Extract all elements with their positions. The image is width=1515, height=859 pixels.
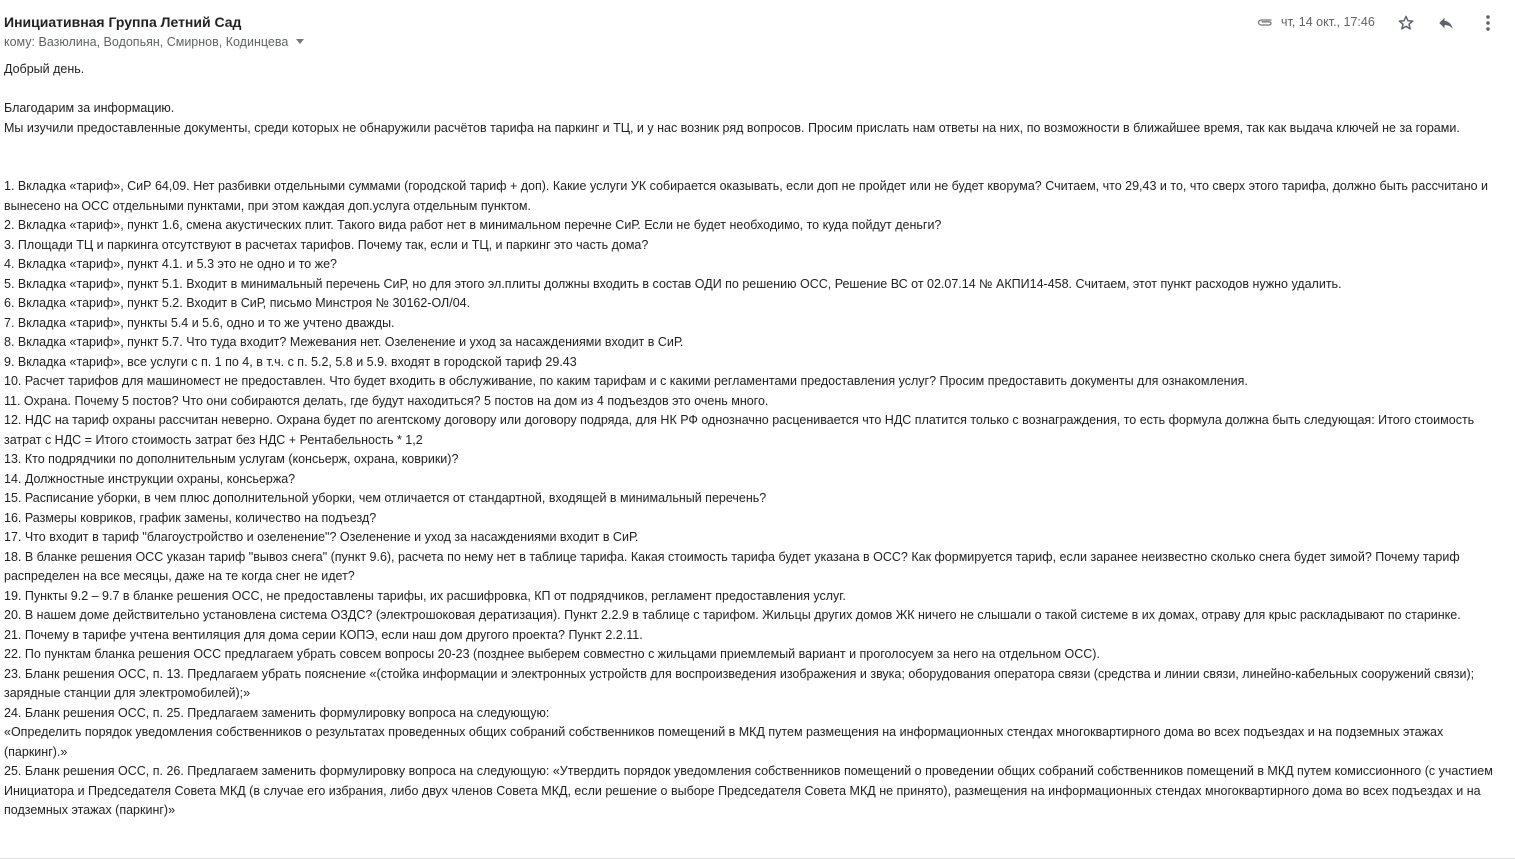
recipients-line[interactable] bbox=[4, 33, 304, 51]
list-item: 21. Почему в тарифе учтена вентиляция для дома серии КОПЭ, если наш дом другого проекта? Пункт 2.2.11. bbox=[4, 627, 643, 642]
list-item: 4. Вкладка «тариф», пункт 4.1. и 5.3 это не одно и то же? bbox=[4, 257, 337, 271]
list-item: 22. По пунктам бланка решения ОСС предлагаем убрать совсем вопросы 20-23 (позднее выберем совместно с жильцами приемлемый вариант и проголосуем за него на отдельном ОСС). bbox=[4, 647, 1100, 661]
thanks-line: Благодарим за информацию. bbox=[4, 101, 175, 115]
chevron-down-icon[interactable] bbox=[296, 39, 304, 44]
list-item: 2. Вкладка «тариф», пункт 1.6, смена акустических плит. Такого вида работ нет в минимальном перечне СиР. Если не будет необходимо, то куда пойдут деньги? bbox=[4, 218, 942, 232]
recipients-text: кому: Вазюлина, Водопьян, Смирнов, Кодинцева bbox=[4, 35, 289, 49]
list-item: 18. В бланке решения ОСС указан тариф "вывоз снега" (пункт 9.6), расчета по нему нет в таблице тарифа. Какая стоимость тарифа будет указана в ОСС? Как формируется тариф, если заранее неизвестно сколько снега будет зимой? Почему тариф распределен на все месяцы, даже на те когда снег не идет? bbox=[4, 549, 1460, 583]
more-vert-icon bbox=[1485, 14, 1491, 32]
message-meta bbox=[1255, 12, 1515, 36]
list-item: «Определить порядок уведомления собственников о результатах проведенных общих собраний собственников помещений в МКД путем размещения на информационных стендах многоквартирного дома во всех подъездах и на подземных этажах (паркинг).» bbox=[4, 725, 1444, 759]
list-item: 19. Пункты 9.2 – 9.7 в бланке решения ОСС, не предоставлены тарифы, их расшифровка, КП от подрядчиков, регламент предоставления услуг. bbox=[4, 588, 846, 603]
more-options-button[interactable] bbox=[1477, 12, 1499, 34]
list-item: 5. Вкладка «тариф», пункт 5.1. Входит в минимальный перечень СиР, но для этого эл.плиты должны входить в состав ОДИ по решению ОСС, Решение ВС от 02.07.14 № АКПИ14-458. Считаем, этот пункт расходов нужно удалить. bbox=[4, 276, 1342, 291]
list-item: 16. Размеры ковриков, график замены, количество на подъезд? bbox=[4, 510, 377, 525]
message-date: чт, 14 окт., 17:46 bbox=[1281, 15, 1375, 29]
sender-name[interactable]: Инициативная Группа Летний Сад bbox=[4, 14, 242, 30]
message-body bbox=[4, 60, 1509, 821]
list-item: 14. Должностные инструкции охраны, консьержа? bbox=[4, 471, 296, 486]
list-item: 9. Вкладка «тариф», все услуги с п. 1 по 4, в т.ч. с п. 5.2, 5.8 и 5.9. входят в городской тариф 29.43 bbox=[4, 354, 577, 369]
intro-paragraph: Мы изучили предоставленные документы, среди которых не обнаружили расчётов тарифа на паркинг и ТЦ, и у нас возник ряд вопросов. Просим прислать нам ответы на них, по возможности в ближайшее время, так как выдача ключей не за горами. bbox=[4, 120, 1460, 135]
list-item: 12. НДС на тариф охраны рассчитан неверно. Охрана будет по агентскому договору или договору подряда, для НК РФ однозначно расценивается что НДС платится только с вознаграждения, то есть формула должна быть следующая: Итого стоимость затрат с НДС = Итого стоимость затрат без НДС + Рентабельность * 1,2 bbox=[4, 413, 1475, 447]
paperclip-icon bbox=[1255, 15, 1273, 29]
list-item: 1. Вкладка «тариф», СиР 64,09. Нет разбивки отдельными суммами (городской тариф + доп). Какие услуги УК собирается оказывать, если доп не пройдет или не будет кворума? Считаем, что 29,43 и то, что сверх этого тарифа, должно быть рассчитано и вынесено на ОСС отдельными пунктами, при этом каждая доп.услуга отдельным пунктом. bbox=[4, 179, 1489, 213]
list-item: 13. Кто подрядчики по дополнительным услугам (консьерж, охрана, коврики)? bbox=[4, 452, 459, 466]
list-item: 10. Расчет тарифов для машиномест не предоставлен. Что будет входить в обслуживание, по каким тарифам и с какими регламентами предоставления услуг? Просим предоставить документы для ознакомления. bbox=[4, 374, 1248, 388]
greeting: Добрый день. bbox=[4, 62, 85, 76]
star-button[interactable] bbox=[1395, 12, 1417, 34]
star-icon bbox=[1397, 14, 1415, 32]
list-item: 11. Охрана. Почему 5 постов? Что они собираются делать, где будут находиться? 5 постов на дом из 4 подъездов это очень много. bbox=[4, 393, 769, 408]
list-item: 8. Вкладка «тариф», пункт 5.7. Что туда входит? Межевания нет. Озеленение и уход за насаждениями входит в СиР. bbox=[4, 335, 684, 349]
reply-button[interactable] bbox=[1435, 12, 1457, 34]
list-item: 3. Площади ТЦ и паркинга отсутствуют в расчетах тарифов. Почему так, если и ТЦ, и паркинг это часть дома? bbox=[4, 237, 649, 252]
list-item: 17. Что входит в тариф "благоустройство и озеленение"? Озеленение и уход за насаждениями входит в СиР. bbox=[4, 530, 639, 544]
list-item: 23. Бланк решения ОСС, п. 13. Предлагаем убрать пояснение «(стойка информации и электронных устройств для воспроизведения изображения и звука; оборудования оператора связи (средства и линии связи, линейно-кабельных сооружений связи); зарядные станции для электромобилей);» bbox=[4, 666, 1475, 700]
list-item: 15. Расписание уборки, в чем плюс дополнительной уборки, чем отличается от стандартной, входящей в минимальный перечень? bbox=[4, 491, 767, 505]
list-item: 6. Вкладка «тариф», пункт 5.2. Входит в СиР, письмо Минстроя № 30162-ОЛ/04. bbox=[4, 296, 471, 310]
list-item: 7. Вкладка «тариф», пункты 5.4 и 5.6, одно и то же учтено дважды. bbox=[4, 315, 395, 330]
email-header bbox=[4, 12, 1515, 56]
question-list bbox=[4, 177, 1509, 821]
list-item: 25. Бланк решения ОСС, п. 26. Предлагаем заменить формулировку вопроса на следующую: «Утвердить порядок уведомления собственников помещений о проведении общих собраний собственников помещений в МКД путем комиссионного (с участием Инициатора и Председателя Совета МКД (в случае его избрания, либо двух членов Совета МКД, если решение о выборе Председателя Совета МКД не принято), размещения на информационных стендах многоквартирного дома во всех подъездах и на подземных этажах (паркинг)» bbox=[4, 764, 1493, 817]
list-item: 20. В нашем доме действительно установлена система ОЗДС? (электрошоковая дератизация). Пункт 2.2.9 в таблице с тарифом. Жильцы других домов ЖК ничего не слышали о такой системе в их домах, отраву для крыс раскладывают по старинке. bbox=[4, 608, 1461, 622]
list-item: 24. Бланк решения ОСС, п. 25. Предлагаем заменить формулировку вопроса на следующую: bbox=[4, 705, 550, 720]
reply-icon bbox=[1436, 14, 1456, 32]
